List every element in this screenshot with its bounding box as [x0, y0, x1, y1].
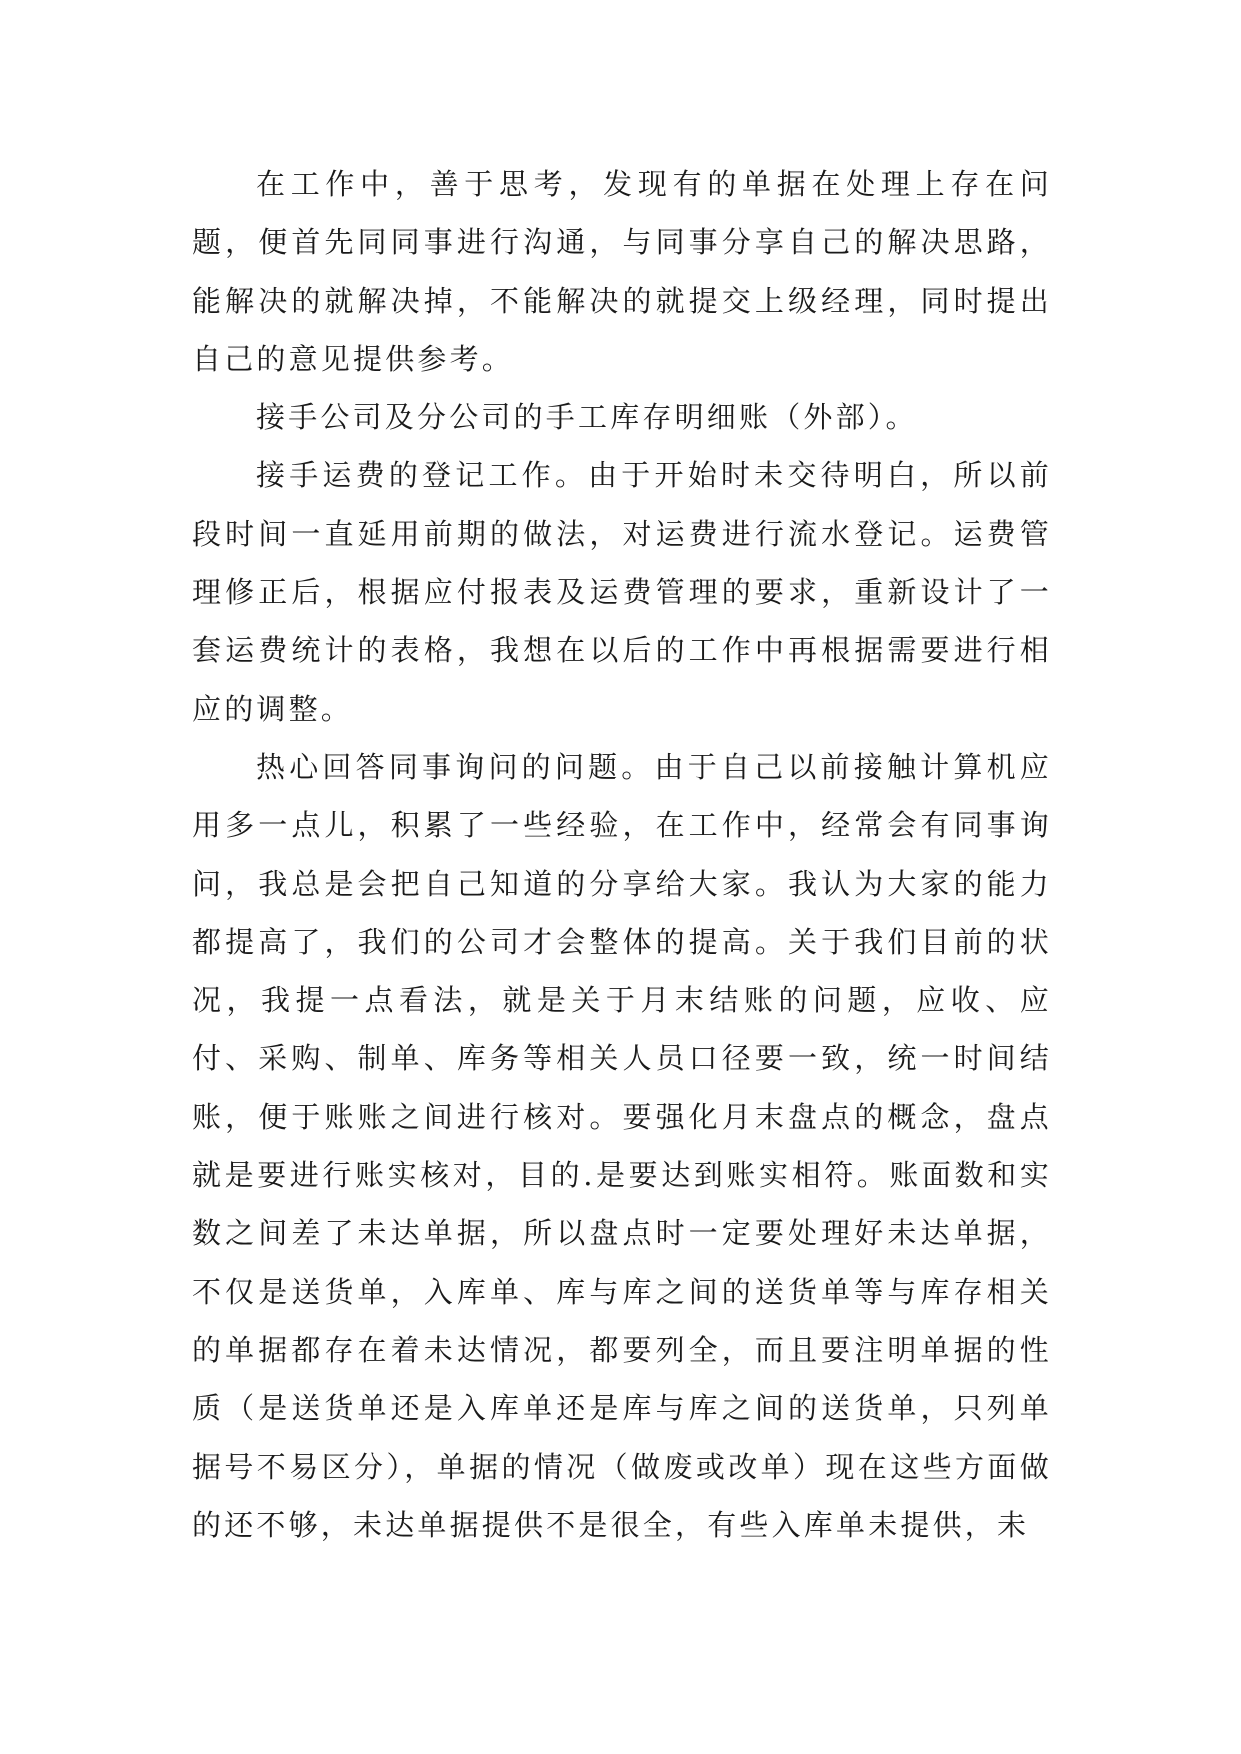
paragraph-1: 在工作中，善于思考，发现有的单据在处理上存在问题，便首先同同事进行沟通，与同事分享自己的解决思路，能解决的就解决掉，不能解决的就提交上级经理，同时提出自己的意见提供参考。 — [192, 167, 1052, 376]
paragraph-2: 接手公司及分公司的手工库存明细账（外部）。 — [256, 400, 918, 435]
paragraph-4: 热心回答同事询问的问题。由于自己以前接触计算机应用多一点儿，积累了一些经验，在工作中，经常会有同事询问，我总是会把自己知道的分享给大家。我认为大家的能力都提高了，我们的公司才会整体的提高。关于我们目前的状况，我提一点看法，就是关于月末结账的问题，应收、应付、采购、制单、库务等相关人员口径要一致，统一时间结账，便于账账之间进行核对。要强化月末盘点的概念，盘点就是要进行账实核对，目的.是要达到账实相符。账面数和实数之间差了未达单据，所以盘点时一定要处理好未达单据，不仅是送货单，入库单、库与库之间的送货单等与库存相关的单据都存在着未达情况，都要列全，而且要注明单据的性质（是送货单还是入库单还是库与库之间的送货单，只列单据号不易区分），单据的情况（做废或改单）现在这些方面做的还不够，未达单据提供不是很全，有些入库单未提供，未 — [192, 749, 1052, 1542]
document-body — [192, 155, 1052, 1554]
paragraph-3: 接手运费的登记工作。由于开始时未交待明白，所以前段时间一直延用前期的做法，对运费进行流水登记。运费管理修正后，根据应付报表及运费管理的要求，重新设计了一套运费统计的表格，我想在以后的工作中再根据需要进行相应的调整。 — [192, 458, 1052, 726]
